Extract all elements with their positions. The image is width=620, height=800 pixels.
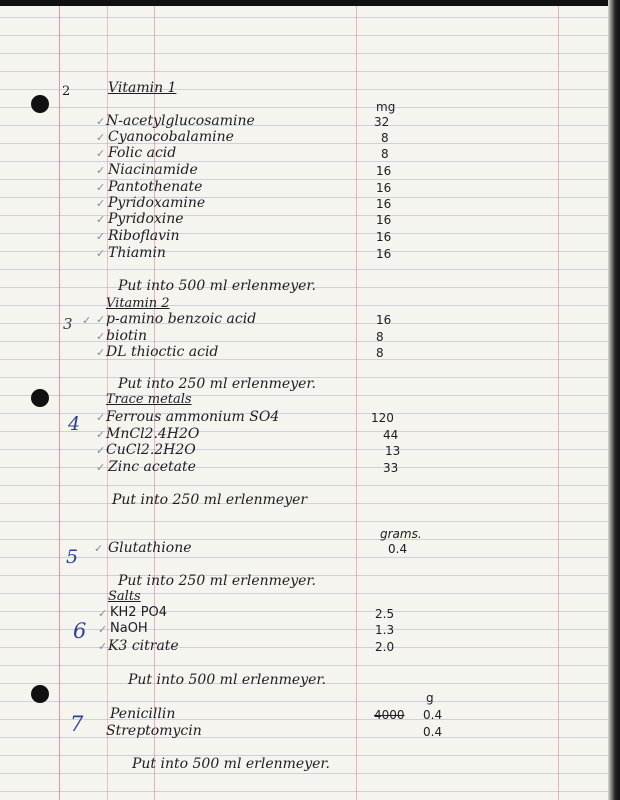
item-name: Niacinamide [108,162,198,178]
check-mark: ✓ [96,181,106,194]
step-number: 3 [63,315,73,333]
check-mark: ✓ [96,461,106,474]
page-top-edge [0,0,620,6]
item-qty: 16 [376,197,392,211]
item-name: Pyridoxamine [108,195,206,211]
item-name: N-acetylglucosamine [106,113,255,129]
item-qty: 44 [383,428,399,442]
item-name: Penicillin [110,706,176,722]
check-mark: ✓ [96,164,106,177]
instruction-text: Put into 250 ml erlenmeyer. [118,376,317,392]
check-mark: ✓ [96,197,106,210]
page-right-edge [608,0,620,800]
item-name: p-amino benzoic acid [106,311,257,327]
item-qty: 2.5 [375,607,395,621]
item-qty: 1.3 [375,623,395,637]
item-name: Thiamin [108,245,166,261]
check-mark: ✓ [96,115,106,128]
item-qty: 33 [383,461,399,475]
check-mark: ✓ [96,444,106,457]
instruction-text: Put into 250 ml erlenmeyer. [118,573,317,589]
item-name: Ferrous ammonium SO4 [106,409,280,425]
item-qty: 0.4 [423,708,443,722]
check-mark: ✓ [82,314,92,327]
check-mark: ✓ [98,607,108,620]
item-name: Pantothenate [108,179,203,195]
instruction-text: Put into 500 ml erlenmeyer. [118,278,317,294]
item-name: Glutathione [108,540,192,556]
check-mark: ✓ [96,147,106,160]
item-name: Pyridoxine [108,211,184,227]
check-mark: ✓ [96,428,106,441]
item-name: Streptomycin [106,723,202,739]
binder-hole-top [31,95,49,113]
check-mark: ✓ [96,230,106,243]
item-qty: 16 [376,164,392,178]
item-qty: 16 [376,230,392,244]
item-name: Cyanocobalamine [108,129,234,145]
item-qty: 16 [376,181,392,195]
item-name: Folic acid [108,145,177,161]
item-name: KH2 PO4 [110,605,168,620]
check-mark: ✓ [96,213,106,226]
check-mark: ✓ [96,247,106,260]
item-qty: 120 [371,411,394,425]
check-mark: ✓ [94,542,104,555]
item-qty: 8 [376,346,384,360]
section-header-vitamin-2: Vitamin 2 [106,296,170,311]
binder-hole-middle [31,389,49,407]
item-qty: 0.4 [423,725,443,739]
section-header-salts: Salts [108,589,141,604]
check-mark: ✓ [96,330,106,343]
item-qty: 2.0 [375,640,395,654]
item-qty: 16 [376,313,392,327]
unit-grams: grams. [380,527,422,541]
instruction-text: Put into 500 ml erlenmeyer. [132,756,331,772]
section-header-trace-metals: Trace metals [106,392,192,407]
item-name: DL thioctic acid [106,344,219,360]
item-name: MnCl2.4H2O [106,426,200,442]
item-name: K3 citrate [108,638,179,654]
item-qty: 32 [374,115,390,129]
check-mark: ✓ [96,313,106,326]
item-qty: 16 [376,247,392,261]
step-number: 7 [70,712,84,736]
check-mark: ✓ [96,131,106,144]
item-name: Zinc acetate [108,459,196,475]
struck-value: 4000 [374,708,405,722]
item-name: CuCl2.2H2O [106,442,196,458]
step-number: 5 [66,546,79,568]
item-qty: 8 [381,131,389,145]
check-mark: ✓ [96,411,106,424]
item-qty: 16 [376,213,392,227]
instruction-text: Put into 250 ml erlenmeyer [112,492,308,508]
unit-g: g [426,691,434,705]
item-qty: 0.4 [388,542,408,556]
item-qty: 8 [376,330,384,344]
check-mark: ✓ [96,346,106,359]
page-number: 2 [62,84,71,99]
item-name: Riboflavin [108,228,180,244]
instruction-text: Put into 500 ml erlenmeyer. [128,672,327,688]
step-number: 4 [68,413,81,435]
section-header-vitamin-1: Vitamin 1 [108,80,177,96]
unit-mg: mg [376,100,396,114]
check-mark: ✓ [98,640,108,653]
item-name: NaOH [110,621,148,636]
binder-hole-bottom [31,685,49,703]
item-name: biotin [106,328,147,344]
item-qty: 8 [381,147,389,161]
step-number: 6 [73,619,87,643]
check-mark: ✓ [98,623,108,636]
item-qty: 13 [385,444,401,458]
